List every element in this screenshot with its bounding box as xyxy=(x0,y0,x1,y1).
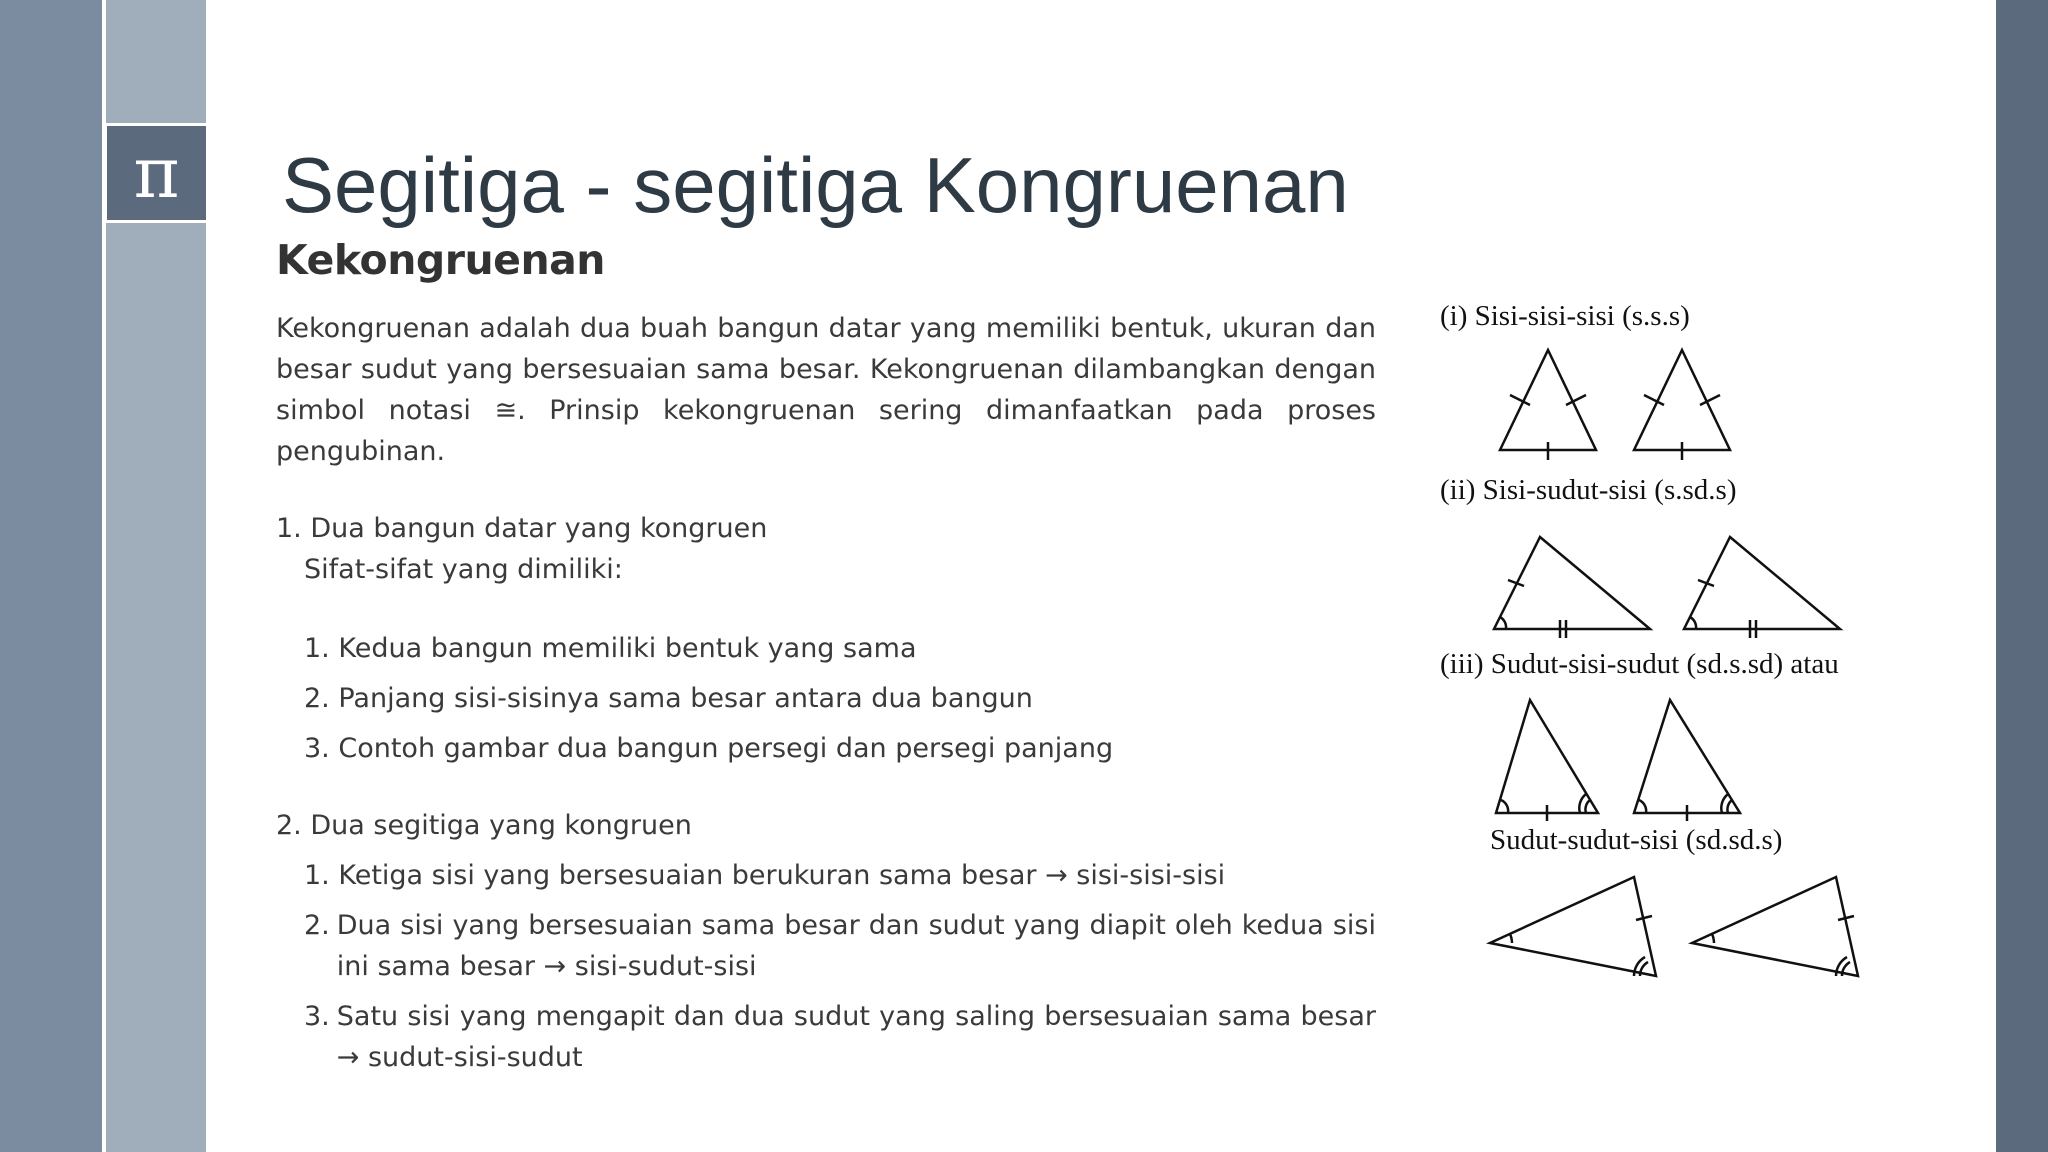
triangles-drawing xyxy=(1430,300,1870,1000)
triangle-sdsds-1 xyxy=(1490,877,1656,976)
section2-text: Dua segitiga yang kongruen xyxy=(310,810,692,841)
label-sdsd: (ii) Sisi-sudut-sisi (s.sd.s) xyxy=(1440,474,1737,506)
list-item-number: 1. xyxy=(304,860,330,891)
list-item-number: 1. xyxy=(304,633,330,664)
section1-title xyxy=(276,508,1376,549)
section1-number: 1. xyxy=(276,513,302,544)
section2-title xyxy=(276,805,1376,846)
section2-number: 2. xyxy=(276,810,302,841)
content-area xyxy=(276,236,1376,1078)
list-item-text: Dua sisi yang bersesuaian sama besar dan sudut yang diapit oleh kedua sisi ini sama besar → sisi-sudut-sisi xyxy=(336,910,1376,982)
triangle-sss-1 xyxy=(1500,350,1596,450)
list-item-text: Panjang sisi-sisinya sama besar antara dua bangun xyxy=(338,683,1033,714)
list-item-text: Contoh gambar dua bangun persegi dan persegi panjang xyxy=(338,733,1114,764)
section1-text: Dua bangun datar yang kongruen xyxy=(310,513,768,544)
list-item-number: 2. xyxy=(304,683,330,714)
section-heading: Kekongruenan xyxy=(276,236,605,284)
list-item-text: Satu sisi yang mengapit dan dua sudut yang saling bersesuaian sama besar → sudut-sisi-sudut xyxy=(336,1001,1376,1073)
right-decor-strip xyxy=(1996,0,2048,1152)
triangle-sss-2 xyxy=(1634,350,1730,450)
list-item xyxy=(304,728,1376,769)
pi-icon: π xyxy=(104,123,206,223)
label-sdssd: (iii) Sudut-sisi-sudut (sd.s.sd) atau xyxy=(1440,648,1839,680)
label-sss: (i) Sisi-sisi-sisi (s.s.s) xyxy=(1440,300,1690,332)
slide-title: Segitiga - segitiga Kongruenan xyxy=(282,141,1349,229)
list-item xyxy=(304,996,1376,1078)
list-item-number: 2. xyxy=(304,910,330,941)
triangle-sdsds-2 xyxy=(1692,877,1858,976)
intro-paragraph: Kekongruenan adalah dua buah bangun datar yang memiliki bentuk, ukuran dan besar sudut yang bersesuaian sama besar. Kekongruenan dilambangkan dengan simbol notasi ≅. Prinsip kekongruenan sering dimanfaatkan pada proses pengubinan. xyxy=(276,313,1376,467)
list-item-text: Kedua bangun memiliki bentuk yang sama xyxy=(338,633,917,664)
list-item-number: 3. xyxy=(304,733,330,764)
label-sdsds: Sudut-sudut-sisi (sd.sd.s) xyxy=(1490,824,1783,856)
congruence-figure xyxy=(1430,300,1870,1000)
list-item-number: 3. xyxy=(304,1001,330,1032)
list-item xyxy=(304,905,1376,987)
triangle-sdssd-2 xyxy=(1634,700,1740,813)
list-item xyxy=(304,678,1376,719)
section1-subtitle: Sifat-sifat yang dimiliki: xyxy=(304,554,623,585)
list-item-text: Ketiga sisi yang bersesuaian berukuran sama besar → sisi-sisi-sisi xyxy=(338,860,1226,891)
list-item xyxy=(304,855,1376,896)
list-item xyxy=(304,628,1376,669)
left-decor-strip xyxy=(0,0,102,1152)
